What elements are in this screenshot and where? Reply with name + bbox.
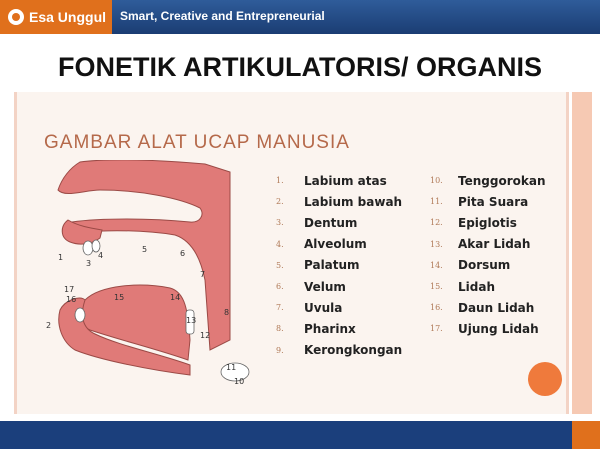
list-item: [430, 318, 545, 339]
diagram-number: 4: [98, 251, 104, 260]
item-number: 9.: [276, 345, 284, 355]
diagram-number: 8: [224, 308, 230, 317]
diagram-number: 12: [200, 331, 211, 340]
logo-icon: [8, 9, 24, 25]
diagram-number: 16: [66, 295, 77, 304]
item-label: Labium bawah: [304, 194, 403, 209]
diagram-number: 5: [142, 245, 148, 254]
bottom-bar: [0, 421, 600, 449]
list-item: [276, 276, 402, 297]
list-item: [430, 212, 545, 233]
item-number: 15.: [430, 282, 443, 292]
list-item: [276, 340, 402, 361]
diagram-number: 10: [234, 377, 245, 386]
top-header-bar: [0, 0, 600, 34]
lower-tooth: [75, 308, 85, 322]
item-number: 13.: [430, 239, 443, 249]
item-label: Pita Suara: [458, 194, 529, 209]
list-item: [276, 318, 402, 339]
item-number: 17.: [430, 324, 443, 334]
item-number: 5.: [276, 260, 284, 270]
item-number: 14.: [430, 260, 443, 270]
tagline: Smart, Creative and Entrepreneurial: [120, 9, 325, 23]
item-number: 3.: [276, 218, 284, 228]
diagram-number: 17: [64, 285, 75, 294]
list-item: [430, 170, 545, 191]
list-item: [430, 276, 545, 297]
list-item: [276, 234, 402, 255]
diagram-number: 15: [114, 293, 125, 302]
item-number: 2.: [276, 197, 284, 207]
item-label: Dorsum: [458, 258, 511, 273]
item-number: 1.: [276, 176, 284, 186]
list-item: [276, 170, 402, 191]
item-label: Dentum: [304, 215, 358, 230]
diagram-number: 6: [180, 249, 186, 258]
item-label: Ujung Lidah: [458, 321, 539, 336]
item-label: Akar Lidah: [458, 237, 531, 252]
speech-organs-diagram: [40, 160, 270, 390]
diagram-number: 11: [226, 363, 237, 372]
right-decor-panel: [572, 92, 592, 414]
diagram-number: 14: [170, 293, 181, 302]
item-label: Kerongkongan: [304, 343, 403, 358]
page-title: FONETIK ARTIKULATORIS/ ORGANIS: [58, 52, 542, 82]
diagram-number: 13: [186, 316, 197, 325]
item-label: Lidah: [458, 279, 495, 294]
item-label: Pharinx: [304, 321, 356, 336]
item-number: 7.: [276, 303, 284, 313]
upper-tooth: [83, 241, 93, 255]
brand-name: Esa Unggul: [29, 9, 107, 25]
item-number: 16.: [430, 303, 443, 313]
list-item: [430, 255, 545, 276]
item-number: 10.: [430, 176, 443, 186]
list-item: [430, 297, 545, 318]
item-label: Daun Lidah: [458, 300, 535, 315]
bottom-accent: [572, 421, 600, 449]
organ-list-right: [430, 170, 545, 340]
item-number: 4.: [276, 239, 284, 249]
item-label: Epiglotis: [458, 215, 517, 230]
item-label: Palatum: [304, 258, 360, 273]
diagram-number: 7: [200, 270, 206, 279]
item-label: Alveolum: [304, 237, 367, 252]
item-number: 12.: [430, 218, 443, 228]
slide-heading: GAMBAR ALAT UCAP MANUSIA: [44, 132, 350, 153]
slide-border-right: [566, 92, 569, 414]
list-item: [276, 297, 402, 318]
list-item: [276, 191, 402, 212]
item-label: Labium atas: [304, 173, 387, 188]
item-number: 6.: [276, 282, 284, 292]
slide-border-left: [14, 92, 17, 414]
brand-logo[interactable]: [0, 0, 112, 34]
item-label: Tenggorokan: [458, 173, 546, 188]
item-number: 11.: [430, 197, 443, 207]
item-label: Velum: [304, 279, 346, 294]
list-item: [430, 234, 545, 255]
diagram-number: 2: [46, 321, 52, 330]
diagram-number: 1: [58, 253, 64, 262]
list-item: [430, 191, 545, 212]
item-number: 8.: [276, 324, 284, 334]
organ-list-left: [276, 170, 402, 361]
item-label: Uvula: [304, 300, 343, 315]
decorative-circle: [528, 362, 562, 396]
list-item: [276, 255, 402, 276]
list-item: [276, 212, 402, 233]
diagram-number: 3: [86, 259, 92, 268]
